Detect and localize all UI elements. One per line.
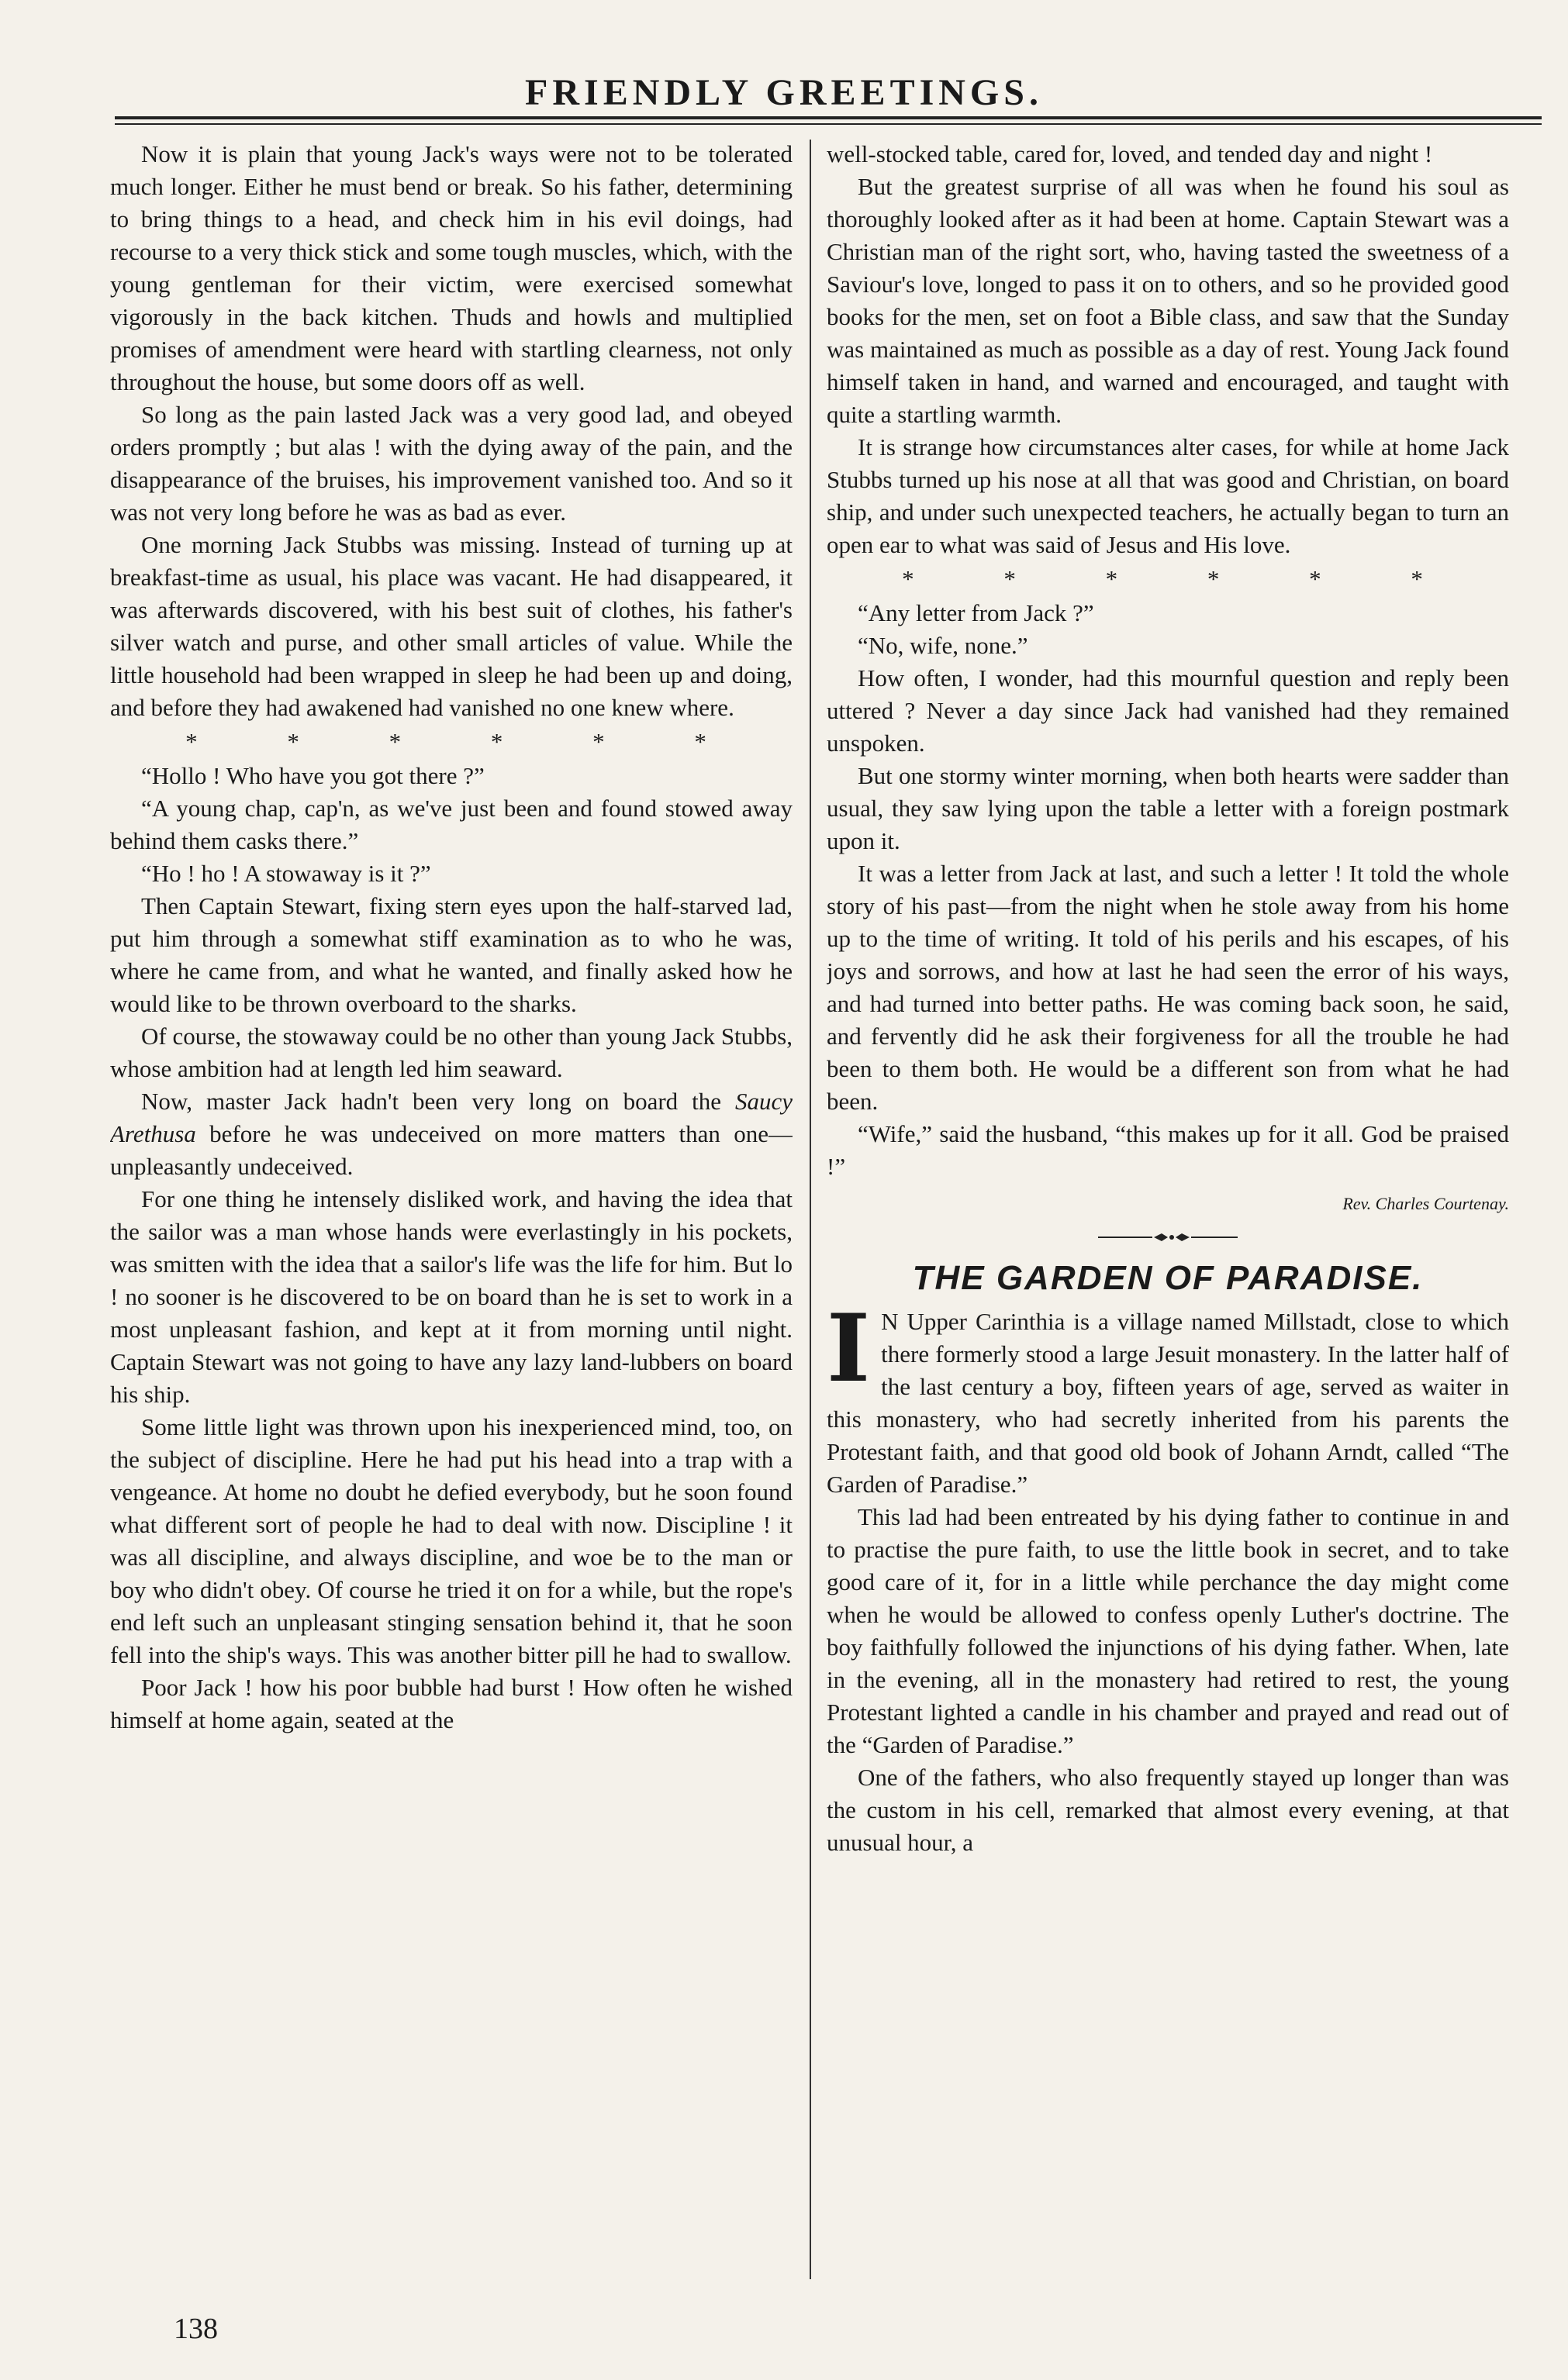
paragraph: But one stormy winter morning, when both hearts were sadder than usual, they saw lying upon the table a letter with a foreign postmark upon it. (827, 762, 1509, 854)
text-run: before he was undeceived on more matters than one—unpleasantly undeceived. (110, 1120, 793, 1180)
paragraph: For one thing he intensely disliked work, and having the idea that the sailor was a man whose hands were everlastingly in his pockets, was smitten with the idea that a sailor's life was the life for him. But lo ! no sooner is he discovered to be on board than he is set to work in a most unpleasant fashion, and kept at it from morning until night. Captain Stewart was not going to have any lazy land-lubbers on board his ship. (110, 1185, 793, 1408)
text-run: Now, master Jack hadn't been very long on board the (141, 1088, 735, 1115)
section-break-asterisks: * * * * * * (902, 565, 1434, 592)
paragraph: Then Captain Stewart, fixing stern eyes upon the half-starved lad, put him through a somewhat stiff examination as to who he was, where he came from, and what he wanted, and finally asked how he would like to be thrown overboard to the sharks. (110, 892, 793, 1017)
paragraph: One of the fathers, who also frequently stayed up longer than was the custom in his cell, remarked that almost every evening, at that unusual hour, a (827, 1764, 1509, 1856)
paragraph: Poor Jack ! how his poor bubble had burst ! How often he wished himself at home again, seated at the (110, 1674, 793, 1733)
paragraph: “Ho ! ho ! A stowaway is it ?” (141, 860, 431, 887)
article-title: THE GARDEN OF PARADISE. (912, 1259, 1424, 1297)
ornament-rule-icon (1098, 1232, 1238, 1243)
drop-cap: I (827, 1294, 871, 1403)
column-divider (810, 140, 811, 2279)
paragraph: This lad had been entreated by his dying father to continue in and to practise the pure faith, to use the little book in secret, and to take good care of it, for in a little while perchance the day might come when he would be allowed to confess openly Luther's doctrine. The boy faithfully followed the injunctions of his dying father. When, late in the evening, all in the monastery had retired to rest, the young Protestant lighted a candle in his chamber and prayed and read out of the “Garden of Paradise.” (827, 1503, 1509, 1758)
text-run: N Upper Carinthia is a village named Millstadt, close to which there formerly stood a large Jesuit monastery. In the latter half of the last century a boy, fifteen years of age, served as waiter in this monastery, who had secretly inherited from his parents the Protestant faith, and that good old book of Johann Arndt, called “The Garden of Paradise.” (827, 1308, 1509, 1498)
paragraph: So long as the pain lasted Jack was a very good lad, and obeyed orders promptly ; but alas ! with the dying away of the pain, and the disappearance of the bruises, his improvement vanished too. And so it was not very long before he was as bad as ever. (110, 401, 793, 526)
paragraph: How often, I wonder, had this mournful question and reply been uttered ? Never a day since Jack had vanished had they remained unspoken. (827, 664, 1509, 757)
paragraph: “No, wife, none.” (858, 632, 1028, 659)
article-first-paragraph (827, 1294, 1509, 1501)
paragraph-continuation: well-stocked table, cared for, loved, and tended day and night ! (827, 140, 1433, 167)
header-rule (115, 116, 1542, 125)
left-column (110, 138, 793, 2278)
section-break-asterisks: * * * * * * (185, 728, 717, 755)
paragraph: One morning Jack Stubbs was missing. Instead of turning up at breakfast-time as usual, his place was vacant. He had disappeared, it was afterwards discovered, with his best suit of clothes, his father's silver watch and purse, and other small articles of value. While the little household had been wrapped in sleep he had been up and doing, and before they had awakened had vanished no one knew where. (110, 531, 793, 721)
paragraph: But the greatest surprise of all was when he found his soul as thoroughly looked after as it had been at home. Captain Stewart was a Christian man of the right sort, who, having tasted the sweetness of a Saviour's love, longed to pass it on to others, and so he provided good books for the men, set on foot a Bible class, and saw that the Sunday was maintained as much as possible as a day of rest. Young Jack found himself taken in hand, and warned and encouraged, and taught with quite a startling warmth. (827, 173, 1509, 428)
paragraph: Some little light was thrown upon his inexperienced mind, too, on the subject of discipline. Here he had put his head into a trap with a vengeance. At home no doubt he defied everybody, but he soon found what different sort of people he had to deal with now. Discipline ! it was all discipline, and always discipline, and woe be to the man or boy who didn't obey. Of course he tried it on for a while, but the rope's end left such an unpleasant stinging sensation behind it, that he soon fell into the ship's ways. This was another bitter pill he had to swallow. (110, 1413, 793, 1668)
paragraph: “Wife,” said the husband, “this makes up for it all. God be praised !” (827, 1120, 1509, 1180)
paragraph: It is strange how circumstances alter cases, for while at home Jack Stubbs turned up his nose at all that was good and Christian, on board ship, and under such unexpected teachers, he actually began to turn an open ear to what was said of Jesus and His love. (827, 433, 1509, 558)
page-header-title: FRIENDLY GREETINGS. (525, 72, 1043, 113)
paragraph: “A young chap, cap'n, as we've just been and found stowed away behind them casks there.” (110, 795, 793, 854)
ornament-divider-icon (827, 1220, 1509, 1253)
paragraph: Of course, the stowaway could be no other than young Jack Stubbs, whose ambition had at length led him seaward. (110, 1023, 793, 1082)
paragraph: Now it is plain that young Jack's ways were not to be tolerated much longer. Either he must bend or break. So his father, determining to bring things to a head, and check him in his evil doings, had recourse to a very thick stick and some tough muscles, which, with the young gentleman for their victim, were exercised somewhat vigorously in the back kitchen. Thuds and howls and multiplied promises of amendment were heard with startling clearness, not only throughout the house, but some doors off as well. (110, 140, 793, 395)
page-number: 138 (174, 2313, 218, 2345)
paragraph: “Any letter from Jack ?” (858, 599, 1094, 626)
paragraph: “Hollo ! Who have you got there ?” (141, 762, 485, 789)
paragraph: It was a letter from Jack at last, and such a letter ! It told the whole story of his past—from the night when he stole away from his home up to the time of writing. It told of his perils and his escapes, of his joys and sorrows, and how at last he had seen the error of his ways, and had turned into better paths. He was coming back soon, he said, and fervently did he ask their forgiveness for all the trouble he had been to them both. He would be a different son from what he had been. (827, 860, 1509, 1115)
right-column (827, 138, 1509, 2278)
author-signature: Rev. Charles Courtenay. (1342, 1194, 1509, 1213)
paragraph (110, 1085, 793, 1183)
ship-name: Saucy Arethusa (110, 1088, 793, 1147)
